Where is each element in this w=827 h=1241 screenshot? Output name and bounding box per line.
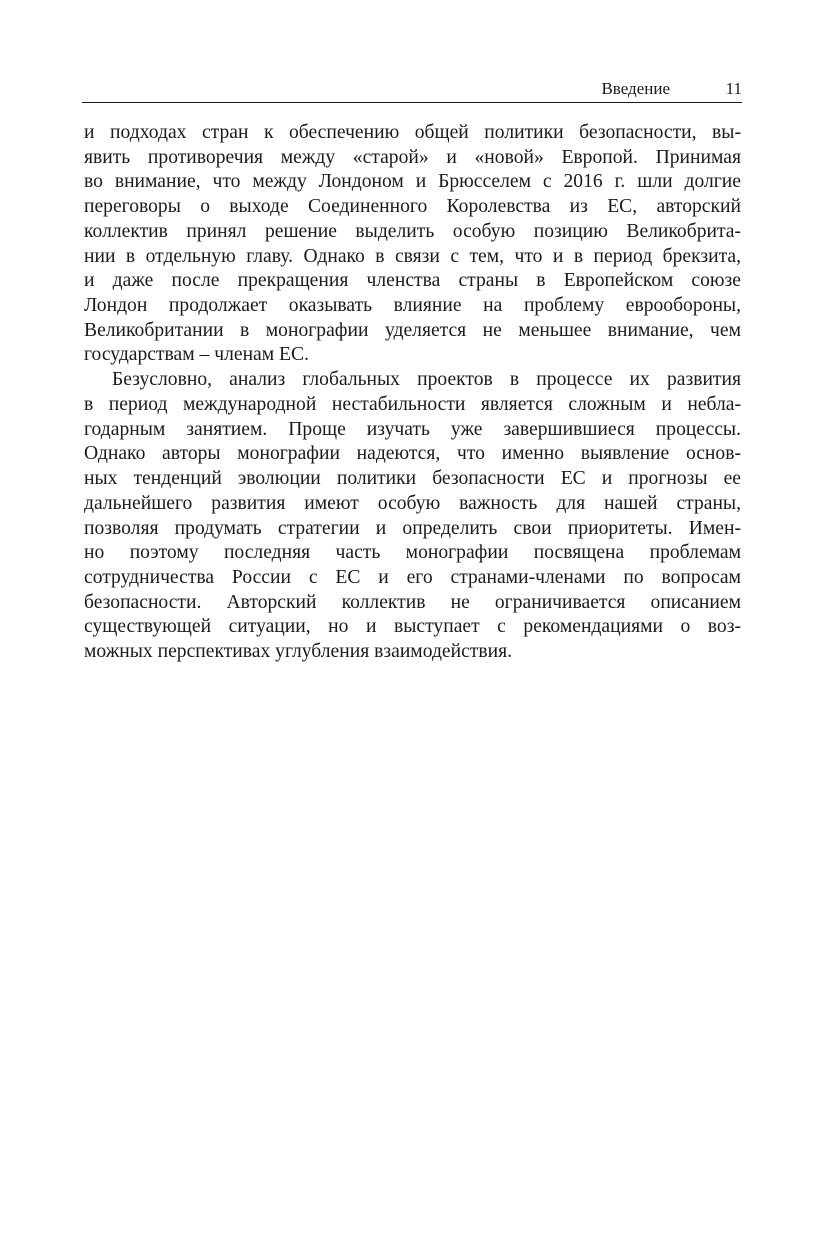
- text-line: дальнейшего развития имеют особую важность для нашей страны,: [84, 492, 741, 514]
- text-line: переговоры о выходе Соединенного Королевства из ЕС, авторский: [84, 196, 741, 218]
- body-text: [84, 121, 741, 665]
- text-line: государствам – членам ЕС.: [84, 344, 309, 366]
- running-header: [82, 78, 742, 103]
- text-line: сотрудничества России с ЕС и его странами-членами по вопросам: [84, 566, 741, 588]
- paragraph-2: [84, 368, 741, 665]
- text-line: но поэтому последняя часть монографии посвящена проблемам: [84, 542, 741, 564]
- text-line: безопасности. Авторский коллектив не ограничивается описанием: [84, 591, 741, 613]
- text-line: Великобритании в монографии уделяется не меньшее внимание, чем: [84, 319, 741, 341]
- text-line: нии в отдельную главу. Однако в связи с тем, что и в период брекзита,: [84, 245, 741, 267]
- text-line: позволяя продумать стратегии и определить свои приоритеты. Имен-: [84, 517, 741, 539]
- text-line: и подходах стран к обеспечению общей политики безопасности, вы-: [84, 122, 741, 143]
- text-line: существующей ситуации, но и выступает с рекомендациями о воз-: [84, 616, 741, 638]
- text-line: во внимание, что между Лондоном и Брюсселем с 2016 г. шли долгие: [84, 171, 741, 193]
- text-line: явить противоречия между «старой» и «новой» Европой. Принимая: [84, 146, 741, 168]
- text-line: и даже после прекращения членства страны в Европейском союзе: [84, 270, 741, 292]
- text-line: Лондон продолжает оказывать влияние на проблему еврообороны,: [84, 295, 741, 317]
- text-line: Однако авторы монографии надеются, что именно выявление основ-: [84, 443, 741, 465]
- text-line: годарным занятием. Проще изучать уже завершившиеся процессы.: [84, 418, 741, 440]
- text-line: Безусловно, анализ глобальных проектов в процессе их развития: [112, 369, 741, 391]
- text-line: в период международной нестабильности является сложным и небла-: [84, 393, 741, 415]
- text-line: коллектив принял решение выделить особую позицию Великобрита-: [84, 220, 741, 242]
- section-title: Введение: [601, 79, 670, 98]
- paragraph-1: [84, 121, 741, 368]
- text-line: ных тенденций эволюции политики безопасности ЕС и прогнозы ее: [84, 468, 741, 490]
- text-line: можных перспективах углубления взаимодействия.: [84, 641, 512, 663]
- page-number: 11: [725, 79, 742, 98]
